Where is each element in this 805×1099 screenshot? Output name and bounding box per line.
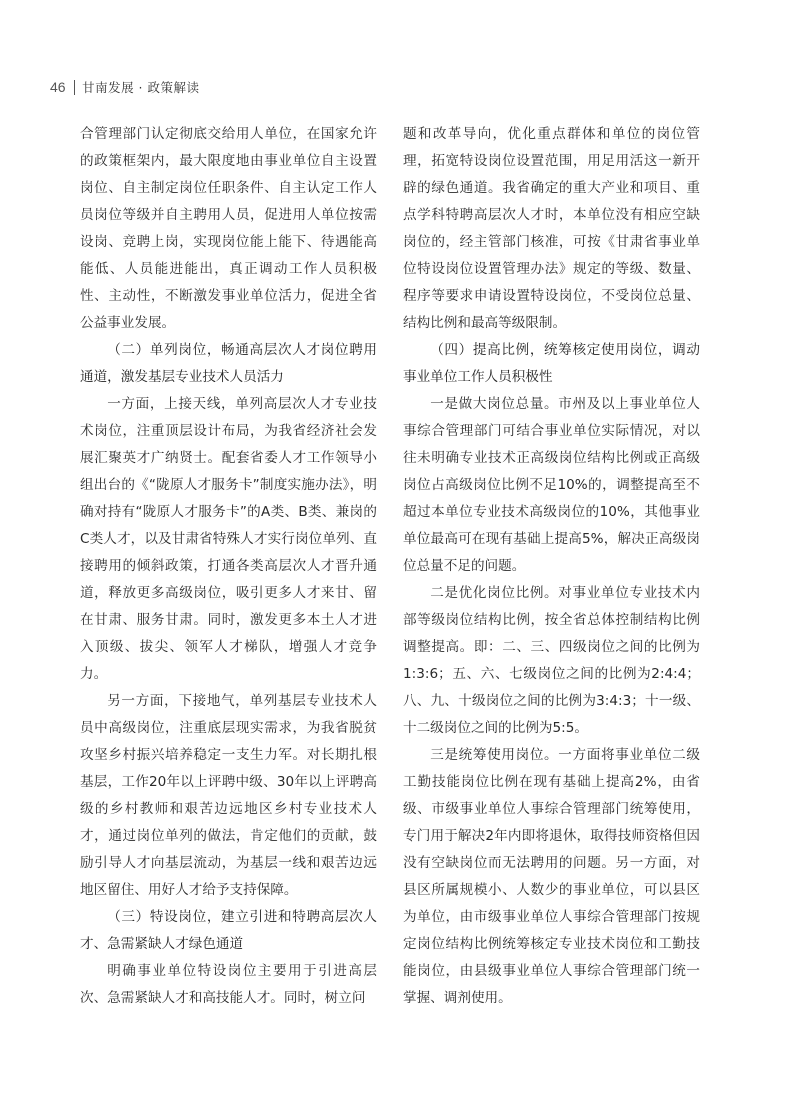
right-column [403, 121, 700, 1012]
paragraph: 明确事业单位特设岗位主要用于引进高层次、急需紧缺人才和高技能人才。同时，树立问 [80, 963, 377, 1006]
page-number: 46 [50, 79, 66, 95]
header-title: 甘南发展 · 政策解读 [82, 80, 200, 95]
section-heading-2: （二）单列岗位，畅通高层次人才岗位聘用通道，激发基层专业技术人员活力 [80, 342, 377, 385]
paragraph: 题和改革导向，优化重点群体和单位的岗位管理，拓宽特设岗位设置范围，用足用活这一新开辟的绿色通道。我省确定的重大产业和项目、重点学科特聘高层次人才时，本单位没有相应空缺岗位的，经主管部门核准，可按《甘肃省事业单位特设岗位设置管理办法》规定的等级、数量、程序等要求申请设置特设岗位，不受岗位总量、结构比例和最高等级限制。 [403, 126, 700, 331]
left-column [80, 121, 377, 1012]
paragraph: 二是优化岗位比例。对事业单位专业技术内部等级岗位结构比例，按全省总体控制结构比例调整提高。即：二、三、四级岗位之间的比例为1:3:6；五、六、七级岗位之间的比例为2:4:4；八、九、十级岗位之间的比例为3:4:3；十一级、十二级岗位之间的比例为5:5。 [403, 585, 700, 736]
paragraph: 一方面，上接天线，单列高层次人才专业技术岗位，注重顶层设计布局，为我省经济社会发展汇聚英才广纳贤士。配套省委人才工作领导小组出台的《“陇原人才服务卡”制度实施办法》，明确对持有“陇原人才服务卡”的A类、B类、兼岗的C类人才，以及甘肃省特殊人才实行岗位单列、直接聘用的倾斜政策，打通各类高层次人才晋升通道，释放更多高级岗位，吸引更多人才来甘、留在甘肃、服务甘肃。同时，激发更多本土人才进入顶级、拔尖、领军人才梯队，增强人才竞争力。 [80, 396, 377, 682]
paragraph: 三是统筹使用岗位。一方面将事业单位二级工勤技能岗位比例在现有基础上提高2%，由省级、市级事业单位人事综合管理部门统筹使用，专门用于解决2年内即将退休，取得技师资格但因没有空缺岗位而无法聘用的问题。另一方面，对县区所属规模小、人数少的事业单位，可以县区为单位，由市级事业单位人事综合管理部门按规定岗位结构比例统筹核定专业技术岗位和工勤技能岗位，由县级事业单位人事综合管理部门统一掌握、调剂使用。 [403, 747, 700, 1006]
header-divider [74, 80, 76, 95]
running-header [50, 76, 200, 98]
paragraph: 一是做大岗位总量。市州及以上事业单位人事综合管理部门可结合事业单位实际情况，对以往未明确专业技术正高级岗位结构比例或正高级岗位占高级岗位比例不足10%的，调整提高至不超过本单位专业技术高级岗位的10%，其他事业单位最高可在现有基础上提高5%，解决正高级岗位总量不足的问题。 [403, 396, 700, 574]
section-heading-3: （三）特设岗位，建立引进和特聘高层次人才、急需紧缺人才绿色通道 [80, 909, 377, 952]
section-heading-4: （四）提高比例，统筹核定使用岗位，调动事业单位工作人员积极性 [403, 342, 700, 385]
paragraph: 另一方面，下接地气，单列基层专业技术人员中高级岗位，注重底层现实需求，为我省脱贫攻坚乡村振兴培养稳定一支生力军。对长期扎根基层，工作20年以上评聘中级、30年以上评聘高级的乡村教师和艰苦边远地区乡村专业技术人才，通过岗位单列的做法，肯定他们的贡献，鼓励引导人才向基层流动，为基层一线和艰苦边远地区留住、用好人才给予支持保障。 [80, 693, 377, 898]
paragraph: 合管理部门认定彻底交给用人单位，在国家允许的政策框架内，最大限度地由事业单位自主设置岗位、自主制定岗位任职条件、自主认定工作人员岗位等级并自主聘用人员，促进用人单位按需设岗、竞聘上岗，实现岗位能上能下、待遇能高能低、人员能进能出，真正调动工作人员积极性、主动性，不断激发事业单位活力，促进全省公益事业发展。 [80, 126, 377, 331]
